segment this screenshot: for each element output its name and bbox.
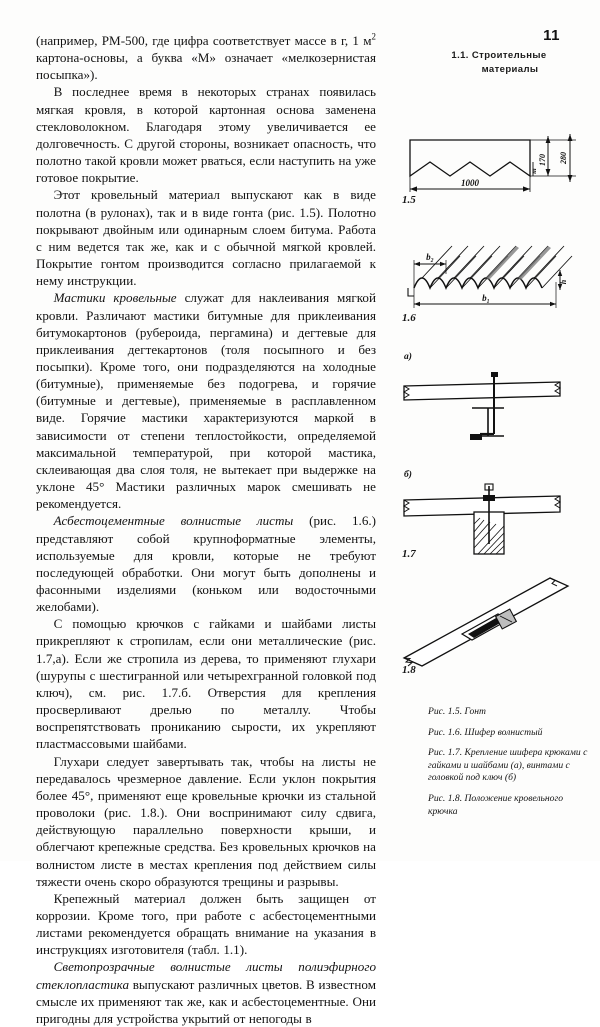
- arrow-inner-bottom: [546, 169, 551, 176]
- figure-1-8-drawing: [400, 572, 598, 672]
- body-text-column: [36, 32, 376, 1027]
- figure-number-1-5: 1.5: [402, 194, 416, 206]
- corrugation-front-profile: [414, 278, 542, 288]
- term-mastiki-krovelnye: Мастики кровельные: [53, 290, 177, 306]
- dim-label-width: 1000: [461, 178, 479, 188]
- page-number: 11: [543, 27, 560, 44]
- paragraph-3: [36, 186, 376, 289]
- paragraph-1: [36, 32, 376, 83]
- figure-captions-block: [428, 706, 594, 818]
- figure-1-6-drawing: [400, 238, 598, 318]
- i-beam-purlin: [472, 408, 504, 436]
- caption-figure-1-7: Рис. 1.7. Крепление шифера крюками с гайками и шайбами (а), винтами с головкой под ключ (б): [428, 747, 588, 784]
- figure-1-7-part-b-drawing: [400, 482, 598, 562]
- arrow-pitch-right: [440, 262, 446, 267]
- arrow-right: [523, 186, 530, 191]
- dim-label-inner: 170: [538, 154, 547, 166]
- figure-number-1-6: 1.6: [402, 312, 416, 324]
- paragraph-6: [36, 615, 376, 752]
- washer-b: [483, 495, 495, 501]
- figure-1-7-part-a-drawing: [400, 364, 598, 450]
- paragraph-text: выпускают различных цветов. В известном смысле их применяют так же, как и асбестоцементные. Они пригодны для устройства укрытий от непогоды в: [36, 976, 376, 1026]
- arrow-pitch-left: [414, 262, 420, 267]
- paragraph-text: (например, РМ-500, где цифра соответствует массе в г, 1 $м^2$ картона-основы, а буква «М» означает «мелкозернистая посыпка»).: [36, 31, 376, 83]
- paragraph-7: [36, 753, 376, 890]
- paragraph-5: [36, 512, 376, 615]
- figure-1-7-kreplenie: [400, 352, 598, 562]
- figure-1-5-drawing: [400, 132, 598, 202]
- running-head-line-1: 1.1. Строительные: [451, 50, 547, 61]
- term-asbestotsementnye-listy: Асбестоцементные волнистые листы: [53, 513, 294, 529]
- paragraph-2: [36, 83, 376, 186]
- dim-label-height: h: [559, 279, 568, 285]
- dim-label-total: b₁: [482, 293, 490, 303]
- paragraph-text: служат для наклеивания мягкой кровли. Различают мастики битумные для приклеивания битумокартонов (рубероида, пергамина) и дегтевые для приклеивания дегтекартонов (толя посыпного и без посыпки). Кроме того, они подразделяются на холодные (битумные), применяемые без подогрева, и горячие (битумные и дегтевые), применяемые в расплавленном виде. Горячие мастики характеризуются маркой в зависимости от степени теплостойкости, определяемой максимальной температурой, при которой мастика, склеивающая два слоя толя, не вытекает при выдержке на уклоне 45° Мастики различных марок смешивать не рекомендуется.: [36, 290, 376, 512]
- figure-number-1-8: 1.8: [402, 664, 416, 676]
- paragraph-9: [36, 958, 376, 1027]
- paragraph-text: Этот кровельный материал выпускают как в виде полотна (в рулонах), так и в виде гонта (рис. 1.5). Полотно покрывают двойным или одинарным слоем битума. Работа с ним ведется так же, как и с обычной мягкой кровлей. Покрытие гонтом производится согласно прилагаемой к нему инструкции.: [36, 187, 376, 289]
- sheet-a: [404, 382, 560, 400]
- arrow-inner-top: [546, 136, 551, 143]
- caption-figure-1-8: Рис. 1.8. Положение кровельного крючка: [428, 792, 564, 817]
- nut-and-washer-a: [491, 372, 498, 377]
- paragraph-8: [36, 890, 376, 959]
- figure-1-8-kryuchok: [400, 572, 598, 690]
- figure-number-1-7: 1.7: [402, 548, 416, 560]
- caption-figure-1-5: Рис. 1.5. Гонт: [428, 706, 486, 717]
- figure-1-5-gont: [400, 132, 598, 224]
- figure-part-label-a: а): [404, 352, 412, 362]
- arrow-total-right: [550, 302, 556, 307]
- term-svetoprozrachnye-listy: Светопрозрачные волнистые листы полиэфирного стеклопластика: [36, 959, 376, 992]
- edge-notch: [408, 288, 414, 296]
- dim-label-pitch: b₂: [426, 252, 434, 262]
- paragraph-4: [36, 289, 376, 512]
- arrow-total-left: [414, 302, 420, 307]
- paragraph-text: Глухари следует завертывать так, чтобы на листы не передавалось чрезмерное давление. Если уклон покрытия более 45°, применяют еще кровельные крючки из стальной проволоки (рис. 1.8.). Они воспринимают силу сдвига, действующую параллельно поверхности крыши, и облегчают крепежные средства. Без кровельных крючков на волнистом листе в местах крепления под действием силы тяжести очень скоро образуются трещины и разрывы.: [36, 753, 376, 889]
- figure-1-6-shifer: [400, 238, 598, 338]
- paragraph-text: Крепежный материал должен быть защищен от коррозии. Кроме того, при работе с асбестоцементными листами рекомендуется обращать внимание на указания в инструкциях изготовителя (табл. 1.1).: [36, 890, 376, 958]
- arrow-left: [410, 186, 417, 191]
- running-head-line-2: материалы: [481, 63, 539, 75]
- paragraph-text: С помощью крючков с гайками и шайбами листы прикрепляют к стропилам, если они металлические (рис. 1.7,а). Если же стропила из дерева, то применяют глухари (шурупы с шестигранной или четырехгранной головкой под ключ), см. рис. 1.7.б. Отверстия для крепления просверливают дрелью по металлу. Чтобы воспрепятствовать прониканию сырости, их укрепляют пластмассовыми шайбами.: [36, 616, 376, 752]
- dim-label-outer: 280: [559, 152, 568, 164]
- paragraph-text: В последнее время в некоторых странах появилась мягкая кровля, в которой картонная основа заменена стекловолокном. Благодаря этому увеличивается ее долговечность. С другой стороны, возникает опасность, что полотно такой кровли может рваться, если наступить на уже готовое покрытие.: [36, 84, 376, 186]
- paragraph-text: (рис. 1.6.) представляют собой крупноформатные элементы, используемые для кровли, которые не требуют последующей обработки. Они могут быть дополнены и фасонными изделиями (коньком или водосточными желобами).: [36, 513, 376, 615]
- figure-part-label-b: б): [404, 470, 412, 480]
- shingle-outline: [410, 140, 530, 176]
- dim-label-small: m: [530, 168, 538, 174]
- caption-figure-1-6: Рис. 1.6. Шифер волнистый: [428, 726, 543, 738]
